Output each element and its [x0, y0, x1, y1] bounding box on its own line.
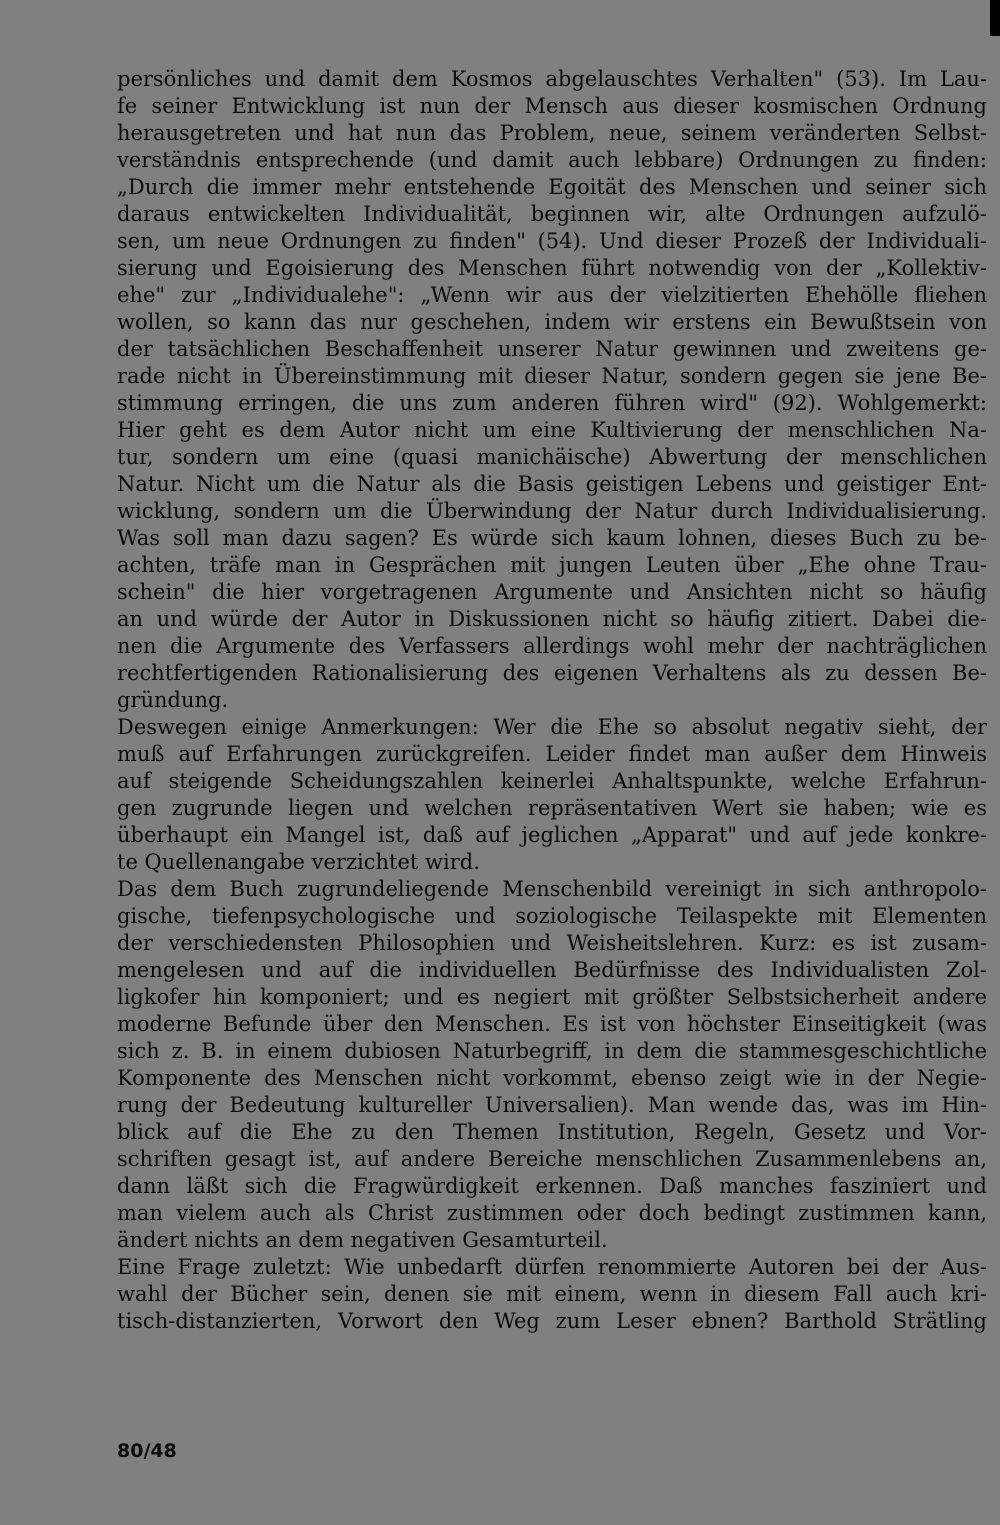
text-line: fe seiner Entwicklung ist nun der Mensch aus dieser kosmischen Ordnung	[117, 94, 987, 118]
text-line: stimmung erringen, die uns zum anderen führen wird" (92). Wohlgemerkt:	[117, 391, 987, 415]
text-line: ligkofer hin komponiert; und es negiert mit größter Selbstsicherheit andere	[117, 985, 987, 1009]
text-line: auf steigende Scheidungszahlen keinerlei Anhaltspunkte, welche Erfahrun-	[117, 769, 987, 793]
text-line: Hier geht es dem Autor nicht um eine Kultivierung der menschlichen Na-	[117, 418, 987, 442]
text-line: Natur. Nicht um die Natur als die Basis geistigen Lebens und geistiger Ent-	[117, 472, 987, 496]
text-line: überhaupt ein Mangel ist, daß auf jeglichen „Apparat" und auf jede konkre-	[117, 823, 987, 847]
text-line: nen die Argumente des Verfassers allerdings wohl mehr der nachträglichen	[117, 634, 987, 658]
review-body-text	[117, 66, 987, 1335]
text-line: „Durch die immer mehr entstehende Egoität des Menschen und seiner sich	[117, 175, 987, 199]
page-number: 80/48	[117, 1440, 177, 1462]
scan-edge-mark	[990, 0, 1000, 36]
text-line: ehe" zur „Individualehe": „Wenn wir aus der vielzitierten Ehehölle fliehen	[117, 283, 987, 307]
text-line: gische, tiefenpsychologische und soziologische Teilaspekte mit Elementen	[117, 904, 987, 928]
text-line: rechtfertigenden Rationalisierung des eigenen Verhaltens als zu dessen Be-	[117, 661, 987, 685]
text-line-with-signature: tisch-distanzierten, Vorwort den Weg zum Leser ebnen? Barthold Strätling	[117, 1309, 987, 1333]
text-line: Was soll man dazu sagen? Es würde sich kaum lohnen, dieses Buch zu be-	[117, 526, 987, 550]
paragraph-end-line: te Quellenangabe verzichtet wird.	[117, 850, 480, 874]
text-line: wahl der Bücher sein, denen sie mit einem, wenn in diesem Fall auch kri-	[117, 1282, 987, 1306]
text-line: schein" die hier vorgetragenen Argumente und Ansichten nicht so häufig	[117, 580, 987, 604]
paragraph-end-line: ändert nichts an dem negativen Gesamturteil.	[117, 1228, 608, 1252]
text-line: dann läßt sich die Fragwürdigkeit erkennen. Daß manches fasziniert und	[117, 1174, 987, 1198]
text-line: persönliches und damit dem Kosmos abgelauschtes Verhalten" (53). Im Lau-	[117, 67, 987, 91]
text-line: rung der Bedeutung kultureller Universalien). Man wende das, was im Hin-	[117, 1093, 987, 1117]
text-line: muß auf Erfahrungen zurückgreifen. Leider findet man außer dem Hinweis	[117, 742, 987, 766]
text-line: Das dem Buch zugrundeliegende Menschenbild vereinigt in sich anthropolo-	[117, 877, 987, 901]
text-line: Komponente des Menschen nicht vorkommt, ebenso zeigt wie in der Negie-	[117, 1066, 987, 1090]
text-line: daraus entwickelten Individualität, beginnen wir, alte Ordnungen aufzulö-	[117, 202, 987, 226]
text-line: man vielem auch als Christ zustimmen oder doch bedingt zustimmen kann,	[117, 1201, 987, 1225]
text-line: an und würde der Autor in Diskussionen nicht so häufig zitiert. Dabei die-	[117, 607, 987, 631]
text-line: Eine Frage zuletzt: Wie unbedarft dürfen renommierte Autoren bei der Aus-	[117, 1255, 987, 1279]
paragraph-end-line: gründung.	[117, 688, 229, 712]
text-line: sierung und Egoisierung des Menschen führt notwendig von der „Kollektiv-	[117, 256, 987, 280]
text-line: sich z. B. in einem dubiosen Naturbegriff, in dem die stammesgeschichtliche	[117, 1039, 987, 1063]
text-line: der verschiedensten Philosophien und Weisheitslehren. Kurz: es ist zusam-	[117, 931, 987, 955]
text-line: mengelesen und auf die individuellen Bedürfnisse des Individualisten Zol-	[117, 958, 987, 982]
text-line: schriften gesagt ist, auf andere Bereiche menschlichen Zusammenlebens an,	[117, 1147, 987, 1171]
text-line: herausgetreten und hat nun das Problem, neue, seinem veränderten Selbst-	[117, 121, 987, 145]
text-line: moderne Befunde über den Menschen. Es ist von höchster Einseitigkeit (was	[117, 1012, 987, 1036]
text-line: wollen, so kann das nur geschehen, indem wir erstens ein Bewußtsein von	[117, 310, 987, 334]
text-line: tur, sondern um eine (quasi manichäische) Abwertung der menschlichen	[117, 445, 987, 469]
text-line: gen zugrunde liegen und welchen repräsentativen Wert sie haben; wie es	[117, 796, 987, 820]
text-line: achten, träfe man in Gesprächen mit jungen Leuten über „Ehe ohne Trau-	[117, 553, 987, 577]
text-line: blick auf die Ehe zu den Themen Institution, Regeln, Gesetz und Vor-	[117, 1120, 987, 1144]
text-line: Deswegen einige Anmerkungen: Wer die Ehe so absolut negativ sieht, der	[117, 715, 987, 739]
text-line: wicklung, sondern um die Überwindung der Natur durch Individualisierung.	[117, 499, 987, 523]
text-line: sen, um neue Ordnungen zu finden" (54). Und dieser Prozeß der Individuali-	[117, 229, 987, 253]
text-line: verständnis entsprechende (und damit auch lebbare) Ordnungen zu finden:	[117, 148, 987, 172]
text-line: rade nicht in Übereinstimmung mit dieser Natur, sondern gegen sie jene Be-	[117, 364, 987, 388]
text-line: der tatsächlichen Beschaffenheit unserer Natur gewinnen und zweitens ge-	[117, 337, 987, 361]
